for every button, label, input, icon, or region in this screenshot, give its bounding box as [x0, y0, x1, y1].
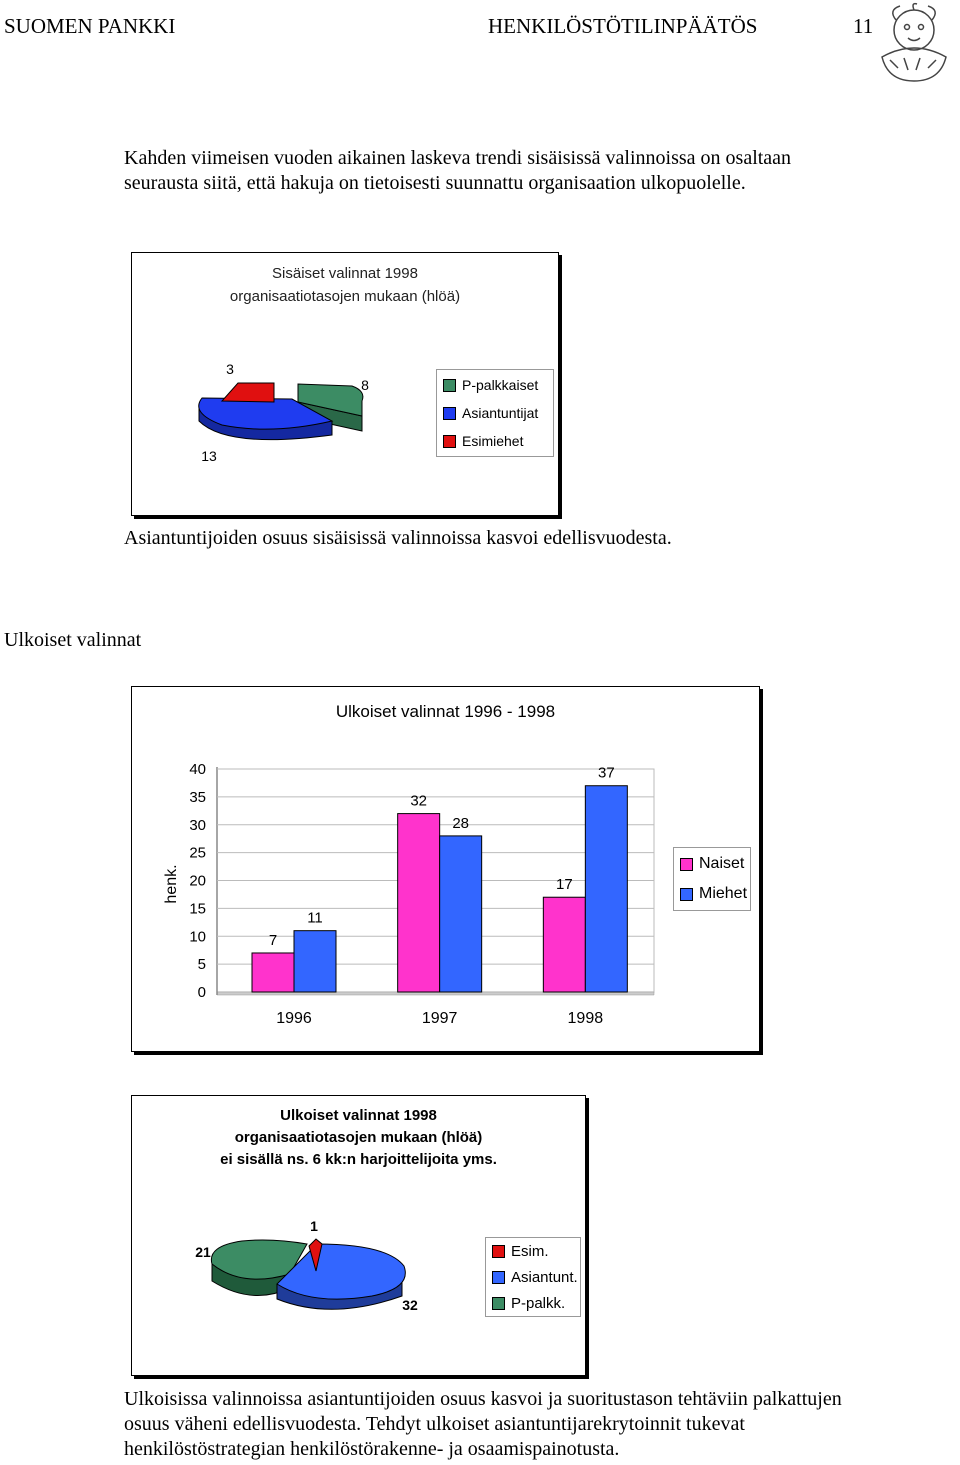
bar-miehet-1998: [585, 786, 627, 992]
pie1-legend-p-palkkaiset: P-palkkaiset: [462, 377, 539, 393]
pie2-title-line-1: Ulkoiset valinnat 1998: [280, 1107, 437, 1124]
external-selections-bar-chart: [131, 686, 760, 1052]
bar-naiset-1996: [252, 953, 294, 992]
bar-miehet-1996: [294, 931, 336, 992]
pie2-legend-esim: Esim.: [511, 1243, 549, 1260]
pie1-value-p-palkkaiset: 8: [361, 377, 369, 393]
internal-selections-pie-chart: [131, 252, 559, 516]
bar-chart-plot: [132, 687, 759, 1051]
bar-value-label: 17: [555, 876, 573, 894]
pie1-value-asiantuntijat: 13: [201, 448, 217, 464]
bar-xtick-label: 1997: [421, 1010, 458, 1027]
bar-value-label: 32: [410, 792, 428, 810]
pie2-value-asiantunt: 32: [402, 1297, 418, 1313]
external-selections-pie-chart: [131, 1095, 586, 1376]
lion-mascot-icon: [874, 2, 954, 84]
bar-xtick-label: 1998: [567, 1010, 604, 1027]
pie1-legend: [436, 369, 554, 457]
header-org-name: SUOMEN PANKKI: [4, 14, 176, 38]
pie2-legend: [485, 1237, 581, 1317]
pie1-legend-asiantuntijat: Asiantuntijat: [462, 405, 539, 421]
pie1-legend-swatch-asiantuntijat: [443, 407, 456, 420]
bar-naiset-1997: [398, 814, 440, 992]
pie2-title-line-2: organisaatiotasojen mukaan (hlöä): [234, 1129, 483, 1146]
pie1-value-esimiehet: 3: [226, 361, 234, 377]
pie2-legend-swatch-asiantunt: [492, 1271, 505, 1284]
bar-ytick-label: 30: [189, 816, 206, 834]
pie2-legend-swatch-esim: [492, 1245, 505, 1258]
bar-miehet-1997: [440, 836, 482, 992]
pie2-value-p-palkk: 21: [195, 1244, 211, 1260]
pie2-legend-swatch-p-palkk: [492, 1297, 505, 1310]
bar-naiset-1998: [543, 897, 585, 992]
bar-xtick-label: 1996: [276, 1010, 312, 1027]
closing-line-3: henkilöstöstrategian henkilöstörakenne- ja osaamispainotusta.: [124, 1438, 620, 1460]
bar-chart-legend: [673, 847, 751, 911]
bar-legend-swatch-naiset: [680, 858, 693, 871]
header-doc-title: HENKILÖSTÖTILINPÄÄTÖS: [488, 14, 758, 38]
bar-ytick-label: 35: [189, 788, 206, 806]
pie1-legend-esimiehet: Esimiehet: [462, 433, 524, 449]
bar-ytick-label: 40: [189, 761, 206, 778]
pie2-value-esim: 1: [310, 1218, 318, 1234]
bar-legend-swatch-miehet: [680, 888, 693, 901]
bar-value-label: 28: [452, 814, 470, 832]
pie1-legend-swatch-esimiehet: [443, 435, 456, 448]
pie1-title-line-2: organisaatiotasojen mukaan (hlöä): [229, 288, 461, 305]
bar-ytick-label: 15: [189, 900, 206, 918]
bar-legend-naiset: Naiset: [699, 855, 745, 872]
bar-ytick-label: 0: [197, 984, 206, 1001]
pie1-title-line-1: Sisäiset valinnat 1998: [272, 265, 418, 282]
pie1-legend-swatch-p-palkkaiset: [443, 379, 456, 392]
intro-line-2: seurausta siitä, että hakuja on tietoisesti suunnattu organisaation ulkopuolelle.: [124, 172, 746, 194]
bar-ytick-label: 20: [189, 872, 206, 890]
bar-value-label: 11: [307, 909, 323, 927]
section-heading: Ulkoiset valinnat: [4, 629, 142, 651]
bar-ytick-label: 5: [197, 956, 206, 974]
bar-ytick-label: 10: [189, 928, 206, 946]
pie1-plot: [132, 253, 432, 515]
pie1-slice-esimiehet: [222, 383, 274, 402]
bar-value-label: 37: [597, 764, 615, 782]
bar-chart-ylabel: henk.: [163, 864, 180, 904]
pie2-legend-asiantunt: Asiantunt.: [511, 1269, 578, 1286]
pie2-legend-p-palkk: P-palkk.: [511, 1295, 566, 1312]
bar-legend-miehet: Miehet: [699, 885, 748, 902]
bar-ytick-label: 25: [189, 844, 206, 862]
closing-line-2: osuus väheni edellisvuodesta. Tehdyt ulkoiset asiantuntijarekrytoinnit tukevat: [124, 1413, 745, 1435]
closing-line-1: Ulkoisissa valinnoissa asiantuntijoiden osuus kasvoi ja suoritustason tehtäviin palkattujen: [124, 1388, 842, 1410]
after-pie1-text: Asiantuntijoiden osuus sisäisissä valinnoissa kasvoi edellisvuodesta.: [124, 527, 672, 549]
intro-line-1: Kahden viimeisen vuoden aikainen laskeva trendi sisäisissä valinnoissa on osaltaan: [124, 147, 792, 169]
pie2-plot: [132, 1096, 472, 1375]
page-number: 11: [853, 14, 874, 38]
bar-value-label: 7: [268, 931, 278, 949]
pie2-title-line-3: ei sisällä ns. 6 kk:n harjoittelijoita yms.: [220, 1151, 497, 1168]
bar-chart-title: Ulkoiset valinnat 1996 - 1998: [335, 702, 556, 721]
